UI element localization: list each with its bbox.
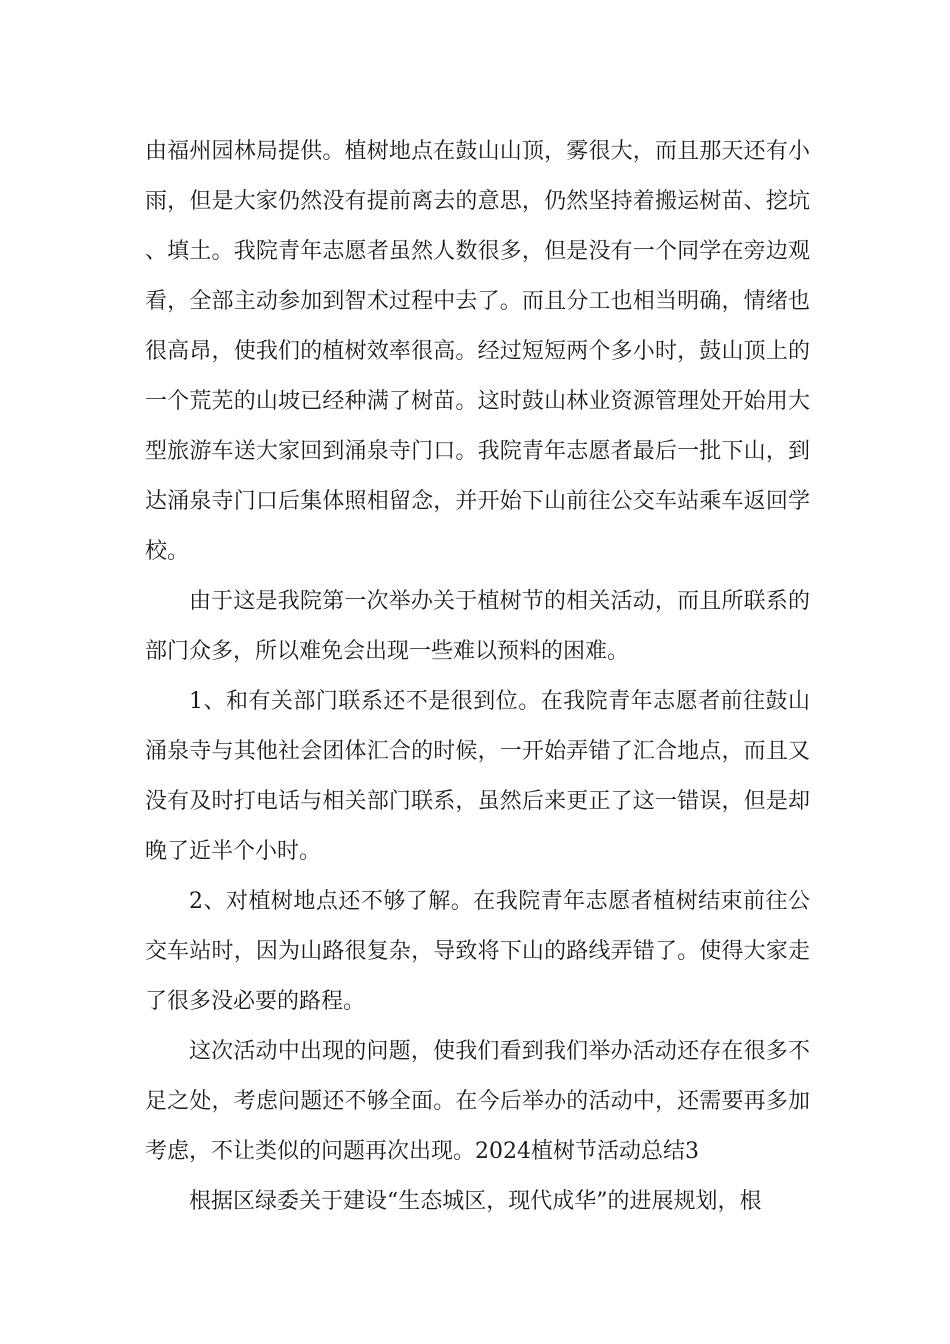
paragraph-2: 由于这是我院第一次举办关于植树节的相关活动，而且所联系的部门众多，所以难免会出现一些难以预料的困难。 [145, 589, 810, 664]
paragraph-6: 根据区绿委关于建设“生态城区，现代成华”的进展规划，根 [189, 1189, 762, 1214]
paragraph-3: 1、和有关部门联系还不是很到位。在我院青年志愿者前往鼓山涌泉寺与其他社会团体汇合的时候，一开始弄错了汇合地点，而且又没有及时打电话与相关部门联系，虽然后来更正了这一错误，但是却晚了近半个小时。 [145, 689, 810, 864]
paragraph-1: 由福州园林局提供。植树地点在鼓山山顶，雾很大，而且那天还有小雨，但是大家仍然没有提前离去的意思，仍然坚持着搬运树苗、挖坑、填土。我院青年志愿者虽然人数很多，但是没有一个同学在旁边观看，全部主动参加到智术过程中去了。而且分工也相当明确，情绪也很高昂，使我们的植树效率很高。经过短短两个多小时，鼓山顶上的一个荒芜的山坡已经种满了树苗。这时鼓山林业资源管理处开始用大型旅游车送大家回到涌泉寺门口。我院青年志愿者最后一批下山，到达涌泉寺门口后集体照相留念，并开始下山前往公交车站乘车返回学校。 [145, 139, 810, 564]
paragraph-4: 2、对植树地点还不够了解。在我院青年志愿者植树结束前往公交车站时，因为山路很复杂，导致将下山的路线弄错了。使得大家走了很多没必要的路程。 [145, 889, 810, 1014]
document-body [145, 127, 810, 1227]
paragraph-5: 这次活动中出现的问题，使我们看到我们举办活动还存在很多不足之处，考虑问题还不够全面。在今后举办的活动中，还需要再多加考虑，不让类似的问题再次出现。2024植树节活动总结3 [145, 1039, 810, 1164]
